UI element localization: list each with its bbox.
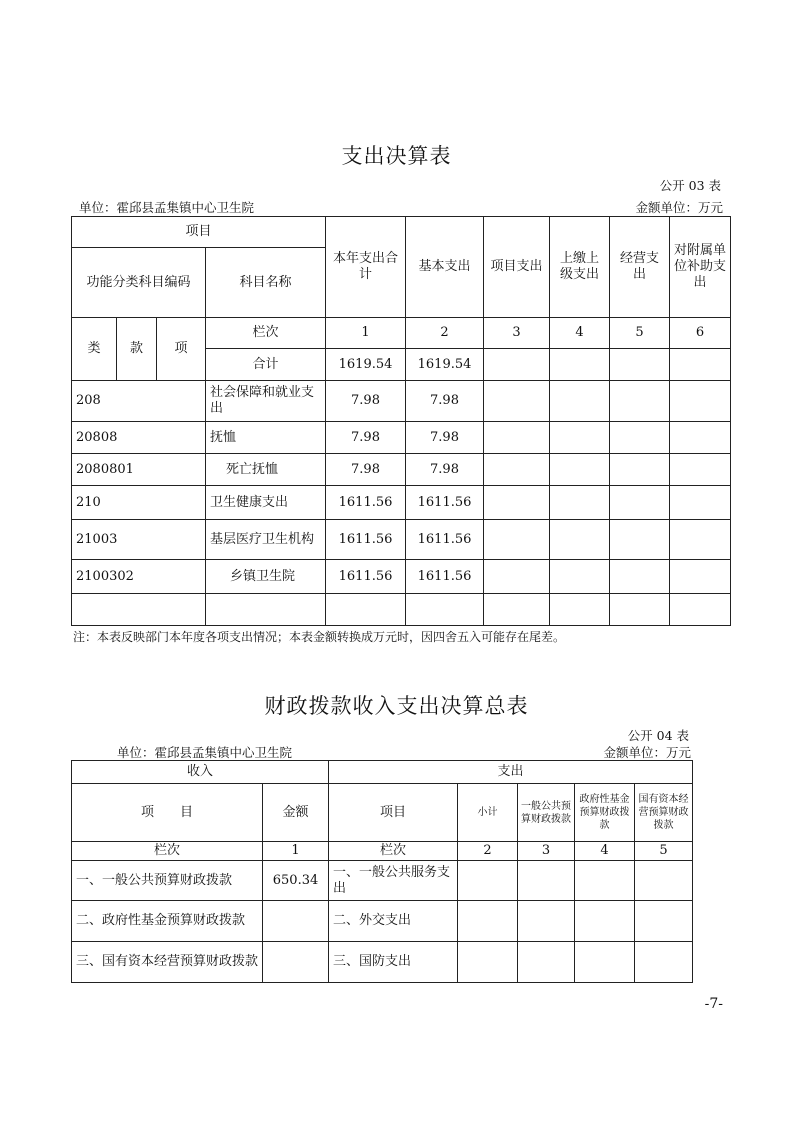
header-subject-name: 科目名称 xyxy=(206,248,326,318)
col-index: 2 xyxy=(458,842,518,861)
row-basic: 1611.56 xyxy=(406,560,484,594)
table-row-empty xyxy=(72,594,731,626)
row-code: 20808 xyxy=(72,422,206,454)
row-basic: 7.98 xyxy=(406,381,484,422)
header-subsidy: 对附属单位补助支出 xyxy=(670,217,731,318)
income-item: 三、国有资本经营预算财政拨款 xyxy=(72,942,263,983)
table-row xyxy=(72,454,731,486)
income-amount xyxy=(263,901,329,942)
col-index: 1 xyxy=(326,318,406,349)
header-state-capital: 国有资本经营预算财政拨款 xyxy=(635,784,693,842)
header-item: 项目 xyxy=(72,217,326,248)
header-business: 经营支出 xyxy=(610,217,670,318)
header-expense: 支出 xyxy=(329,761,693,784)
header-lei: 类 xyxy=(72,318,117,381)
table-row xyxy=(72,942,693,983)
row-basic: 7.98 xyxy=(406,454,484,486)
table2-amount-unit: 金额单位：万元 xyxy=(603,745,691,760)
row-name: 基层医疗卫生机构 xyxy=(206,520,326,560)
income-item: 二、政府性基金预算财政拨款 xyxy=(72,901,263,942)
header-basic: 基本支出 xyxy=(406,217,484,318)
page-number: -7- xyxy=(704,996,723,1012)
table-row xyxy=(72,486,731,520)
total-sum: 1619.54 xyxy=(326,349,406,381)
total-label: 合计 xyxy=(206,349,326,381)
header-subtotal: 小计 xyxy=(458,784,518,842)
table1-code: 公开 03 表 xyxy=(659,178,721,193)
table1-amount-unit: 金额单位：万元 xyxy=(635,200,723,215)
income-amount: 650.34 xyxy=(263,861,329,901)
header-remit: 上缴上级支出 xyxy=(550,217,610,318)
header-lanci: 栏次 xyxy=(206,318,326,349)
col-index: 2 xyxy=(406,318,484,349)
row-total: 1611.56 xyxy=(326,486,406,520)
row-code: 208 xyxy=(72,381,206,422)
table2-code: 公开 04 表 xyxy=(627,728,689,743)
row-name: 社会保障和就业支出 xyxy=(206,381,326,422)
col-index: 3 xyxy=(518,842,575,861)
table-row xyxy=(72,901,693,942)
header-lanci: 栏次 xyxy=(72,842,263,861)
col-index: 3 xyxy=(484,318,550,349)
row-code: 2100302 xyxy=(72,560,206,594)
table2-title: 财政拨款收入支出决算总表 xyxy=(264,694,529,718)
header-fund-budget: 政府性基金预算财政拨款 xyxy=(575,784,635,842)
expense-item: 二、外交支出 xyxy=(329,901,458,942)
row-name: 抚恤 xyxy=(206,422,326,454)
header-income-item: 项 目 xyxy=(72,784,263,842)
table-row xyxy=(72,560,731,594)
total-basic: 1619.54 xyxy=(406,349,484,381)
col-index: 6 xyxy=(670,318,731,349)
income-item: 一、一般公共预算财政拨款 xyxy=(72,861,263,901)
row-name: 卫生健康支出 xyxy=(206,486,326,520)
col-index: 4 xyxy=(550,318,610,349)
income-amount xyxy=(263,942,329,983)
table-row xyxy=(72,422,731,454)
table-row xyxy=(72,381,731,422)
expense-item: 一、一般公共服务支出 xyxy=(329,861,458,901)
row-name: 死亡抚恤 xyxy=(206,454,326,486)
header-xiang: 项 xyxy=(157,318,206,381)
table1-unit: 单位：霍邱县孟集镇中心卫生院 xyxy=(79,200,255,215)
row-total: 7.98 xyxy=(326,381,406,422)
table-row xyxy=(72,520,731,560)
col-index: 4 xyxy=(575,842,635,861)
row-total: 7.98 xyxy=(326,454,406,486)
header-general-budget: 一般公共预算财政拨款 xyxy=(518,784,575,842)
row-basic: 1611.56 xyxy=(406,486,484,520)
header-expense-item: 项目 xyxy=(329,784,458,842)
table1-note: 注：本表反映部门本年度各项支出情况；本表金额转换成万元时，因四舍五入可能存在尾差。 xyxy=(73,630,566,644)
row-name: 乡镇卫生院 xyxy=(206,560,326,594)
expenditure-table xyxy=(71,216,731,626)
table1-title: 支出决算表 xyxy=(341,144,452,168)
header-func-code: 功能分类科目编码 xyxy=(72,248,206,318)
row-total: 7.98 xyxy=(326,422,406,454)
col-index: 5 xyxy=(610,318,670,349)
header-lanci: 栏次 xyxy=(329,842,458,861)
header-amount: 金额 xyxy=(263,784,329,842)
row-basic: 1611.56 xyxy=(406,520,484,560)
table-row xyxy=(72,861,693,901)
header-total: 本年支出合计 xyxy=(326,217,406,318)
col-index: 5 xyxy=(635,842,693,861)
header-project: 项目支出 xyxy=(484,217,550,318)
row-code: 210 xyxy=(72,486,206,520)
table2-unit: 单位：霍邱县孟集镇中心卫生院 xyxy=(117,745,293,760)
row-code: 2080801 xyxy=(72,454,206,486)
header-income: 收入 xyxy=(72,761,329,784)
row-basic: 7.98 xyxy=(406,422,484,454)
header-kuan: 款 xyxy=(117,318,157,381)
row-code: 21003 xyxy=(72,520,206,560)
row-total: 1611.56 xyxy=(326,520,406,560)
fiscal-summary-table xyxy=(71,760,693,983)
expense-item: 三、国防支出 xyxy=(329,942,458,983)
col-index: 1 xyxy=(263,842,329,861)
row-total: 1611.56 xyxy=(326,560,406,594)
